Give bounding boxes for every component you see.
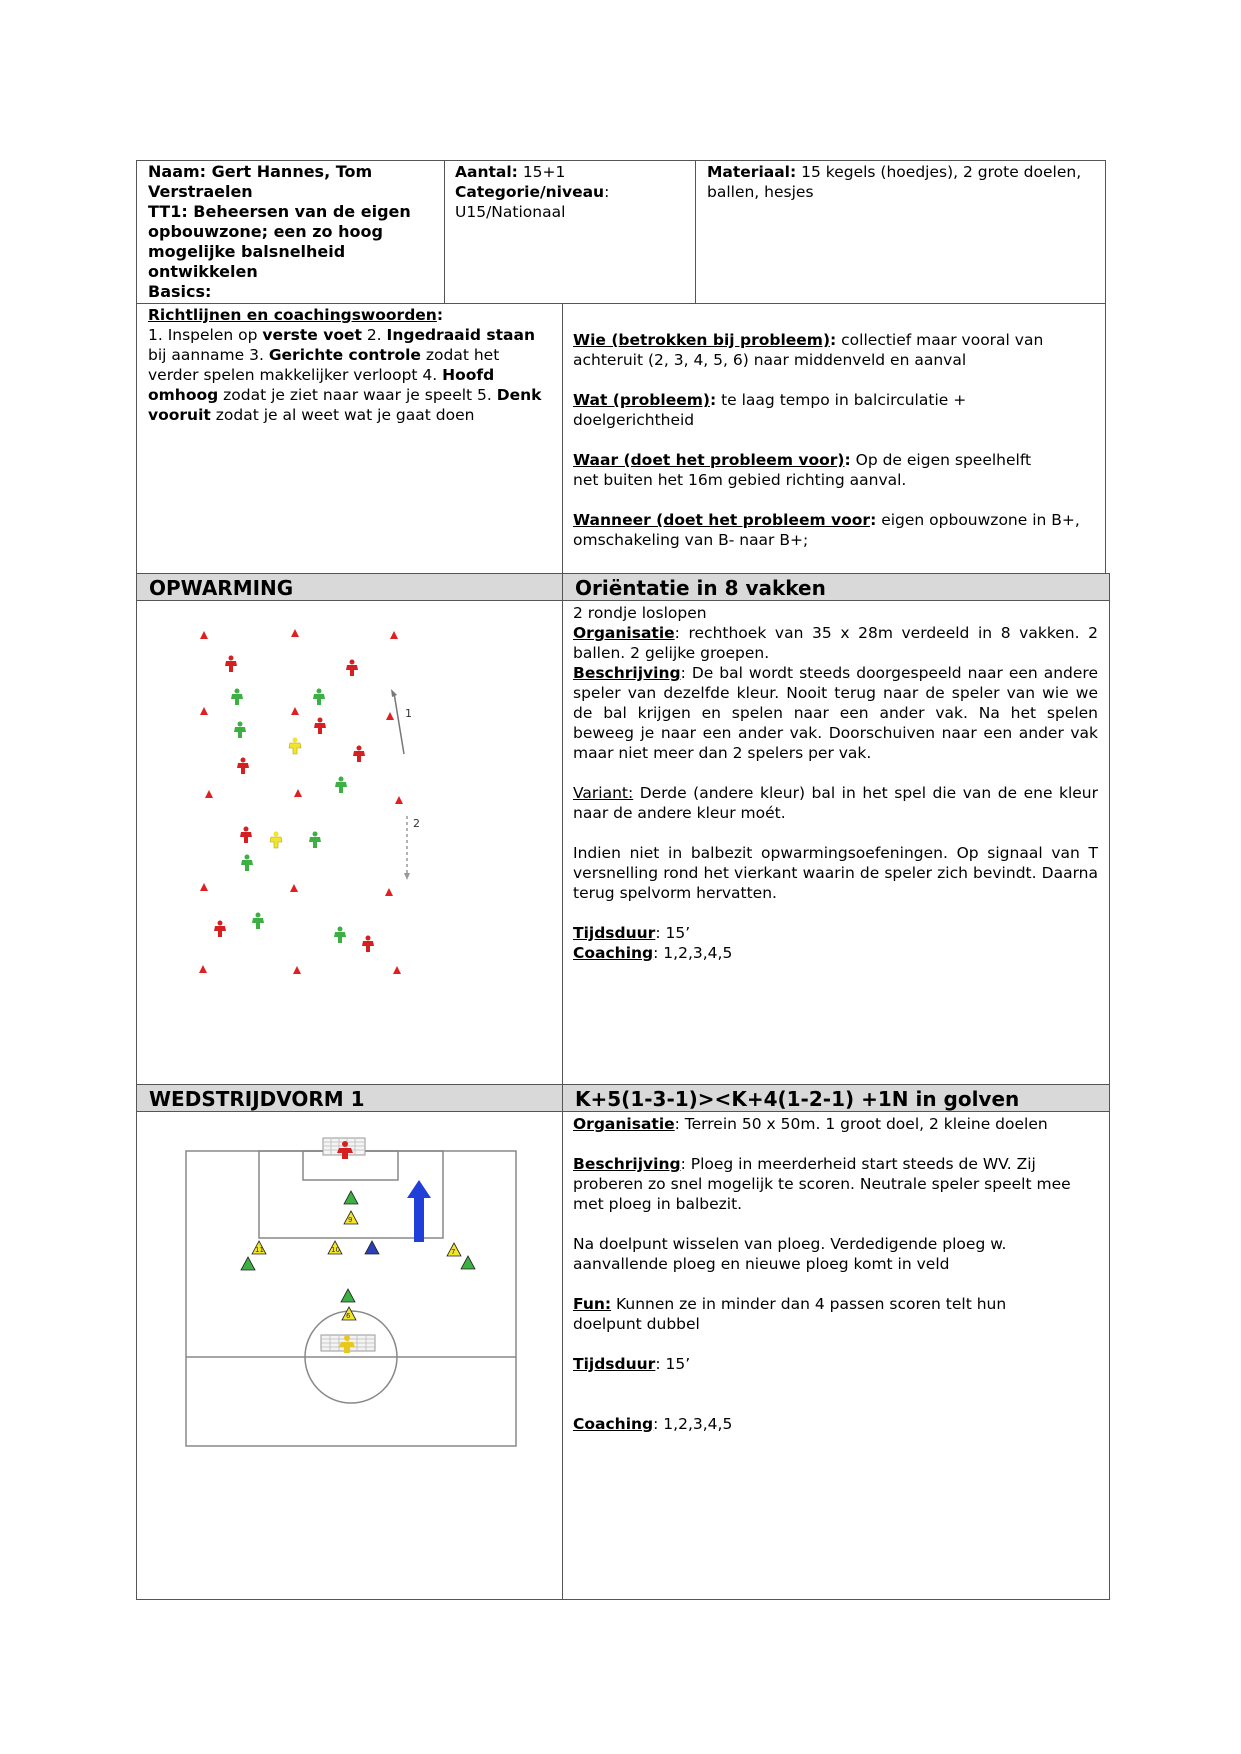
opw-coach-text: : 1,2,3,4,5 <box>653 944 733 962</box>
wat-text-1: te laag tempo in balcirculatie + <box>716 391 967 409</box>
richtlijnen-title: Richtlijnen en coachingswoorden <box>148 306 437 324</box>
richtlijn-part: 2. <box>361 326 387 344</box>
naam-label: Naam: <box>148 162 207 181</box>
wv-coach-text: : 1,2,3,4,5 <box>653 1415 733 1433</box>
player-green <box>461 1256 475 1269</box>
wedstrijdvorm-title: K+5(1-3-1)><K+4(1-2-1) +1N in golven <box>575 1087 1020 1111</box>
wanneer-colon: : <box>870 511 877 529</box>
opwarming-section-label: OPWARMING <box>149 576 294 600</box>
wv-coach-label: Coaching <box>573 1415 654 1433</box>
opw-beschr-text: : De bal wordt steeds doorgespeeld naar een andere speler van dezelfde kleur. Nooit terug naar de speler van wie we de bal krijgen en spelen naar een ander vak. Na het spelen beweeg je naar een ander vak. Doorschuiven naar een ander vak maar niet meer dan 2 spelers per vak. <box>573 664 1098 762</box>
opw-beschr-label: Beschrijving <box>573 664 681 682</box>
wedstrijdvorm-header <box>136 1084 563 1112</box>
wat-colon: : <box>709 391 717 409</box>
player-number: 9 <box>348 1216 353 1224</box>
cone <box>393 966 401 974</box>
richtlijnen-text <box>148 325 553 425</box>
wv-beschr-text: : Ploeg in meerderheid start steeds de WV. Zij proberen zo snel mogelijk te scoren. Neutrale speler speelt mee met ploeg in balbezit. <box>573 1155 1071 1213</box>
opw-org-label: Organisatie <box>573 624 675 642</box>
wv-fun-text-2: doelpunt dubbel <box>573 1315 700 1333</box>
player-number: 11 <box>255 1246 264 1254</box>
opw-tijd-text: : 15’ <box>655 924 691 942</box>
cone <box>395 796 403 804</box>
wedstrijdvorm-text <box>573 1114 1098 1434</box>
opw-indien-text: Indien niet in balbezit opwarmingsoefeningen. Op signaal van T versnelling rond het vierkant waarin de speler zich bevindt. Daarna terug spelvorm hervatten. <box>573 844 1098 902</box>
attack-arrow-shaft <box>414 1196 424 1242</box>
richtlijn-part: zodat het verder spelen makkelijker verloopt 4. <box>148 346 500 384</box>
naam-value: Gert Hannes, Tom Verstraelen <box>148 162 373 201</box>
cone <box>294 789 302 797</box>
wv-beschr-label: Beschrijving <box>573 1155 681 1173</box>
cone <box>200 631 208 639</box>
waar-label: Waar (doet het probleem voor) <box>573 451 845 469</box>
player-red <box>353 746 365 763</box>
categorie-colon: : <box>604 183 610 201</box>
richtlijn-part: Hoofd omhoog <box>148 366 495 404</box>
aantal-value: 15+1 <box>522 163 566 181</box>
richtlijn-part: verste voet <box>262 326 362 344</box>
player-red <box>225 656 237 673</box>
opw-variant-text: Derde (andere kleur) bal in het spel die van de ene kleur naar de andere kleur moét. <box>573 784 1098 822</box>
player-green <box>335 777 347 794</box>
player-number: 10 <box>331 1246 340 1254</box>
wat-text-2: doelgerichtheid <box>573 411 695 429</box>
cone <box>386 712 394 720</box>
opw-org-text: : rechthoek van 35 x 28m verdeeld in 8 vakken. 2 ballen. 2 gelijke groepen. <box>573 624 1098 662</box>
wie-text: collectief maar vooral van achteruit (2, 3, 4, 5, 6) naar middenveld en aanval <box>573 331 1044 369</box>
player-green <box>313 689 325 706</box>
materiaal-block <box>707 162 1097 202</box>
waar-text-1: Op de eigen speelhelft <box>850 451 1032 469</box>
cone <box>293 966 301 974</box>
wv-tijd-label: Tijdsduur <box>573 1355 656 1373</box>
cone <box>385 888 393 896</box>
player-red <box>314 718 326 735</box>
categorie-value: U15/Nationaal <box>455 203 566 221</box>
opwarming-title: Oriëntatie in 8 vakken <box>575 576 826 600</box>
opw-tijd-label: Tijdsduur <box>573 924 656 942</box>
player-blue-neutral <box>365 1241 379 1254</box>
opwarming-text <box>573 603 1098 963</box>
player-green <box>234 722 246 739</box>
probleem-block <box>573 330 1093 550</box>
player-red <box>240 827 252 844</box>
richtlijnen-colon: : <box>436 306 444 324</box>
richtlijn-part: Denk vooruit <box>148 386 542 424</box>
cone <box>390 631 398 639</box>
player-green <box>344 1191 358 1204</box>
wie-colon: : <box>830 331 837 349</box>
wanneer-text: eigen opbouwzone in B+, omschakeling van B- naar B+; <box>573 511 1080 549</box>
wanneer-label: Wanneer (doet het probleem voor <box>573 511 871 529</box>
wedstrijdvorm-section-label: WEDSTRIJDVORM 1 <box>149 1087 365 1111</box>
richtlijn-part: bij aanname 3. <box>148 346 269 364</box>
opwarming-title-header <box>562 573 1110 601</box>
player-green <box>241 1257 255 1270</box>
aantal-block <box>455 162 690 222</box>
player-red <box>362 936 374 953</box>
materiaal-value: 15 kegels (hoedjes), 2 grote doelen, ballen, hesjes <box>707 163 1082 201</box>
player-number: 6 <box>346 1312 351 1320</box>
waar-colon: : <box>844 451 851 469</box>
player-number: 7 <box>451 1248 456 1256</box>
richtlijn-part: 1. Inspelen op <box>148 326 263 344</box>
waar-text-2: net buiten het 16m gebied richting aanval. <box>573 471 907 489</box>
opwarming-header <box>136 573 563 601</box>
wv-fun-label: Fun: <box>573 1295 612 1313</box>
player-green <box>334 927 346 944</box>
player-green <box>309 832 321 849</box>
wat-label: Wat (probleem) <box>573 391 710 409</box>
wv-tijd-text: : 15’ <box>655 1355 691 1373</box>
richtlijn-part: zodat je ziet naar waar je speelt 5. <box>218 386 497 404</box>
categorie-label: Categorie/niveau <box>455 183 605 201</box>
cone <box>200 883 208 891</box>
player-green <box>252 913 264 930</box>
materiaal-label: Materiaal: <box>707 163 797 181</box>
cone <box>205 790 213 798</box>
richtlijn-part: Gerichte controle <box>268 346 421 364</box>
basics-label: Basics: <box>148 282 212 301</box>
player-green <box>241 855 253 872</box>
player-yellow <box>270 832 282 849</box>
cone <box>291 629 299 637</box>
cone <box>200 707 208 715</box>
wv-na-text: Na doelpunt wisselen van ploeg. Verdedigende ploeg w. aanvallende ploeg en nieuwe ploeg komt in veld <box>573 1235 1007 1273</box>
richtlijnen-block <box>148 305 553 425</box>
cone <box>291 707 299 715</box>
aantal-label: Aantal: <box>455 163 518 181</box>
pass-label-1: 1 <box>405 707 412 720</box>
player-red <box>214 921 226 938</box>
wedstrijdvorm-title-header <box>562 1084 1110 1112</box>
wv-org-label: Organisatie <box>573 1115 675 1133</box>
opwarming-intro: 2 rondje loslopen <box>573 604 707 622</box>
cone <box>199 965 207 973</box>
player-red <box>237 758 249 775</box>
attack-arrow-head <box>407 1180 431 1198</box>
player-green <box>231 689 243 706</box>
tt1-title: TT1: Beheersen van de eigen opbouwzone; een zo hoog mogelijke balsnelheid ontwikkelen <box>148 202 411 281</box>
opw-coach-label: Coaching <box>573 944 654 962</box>
player-yellow <box>289 738 301 755</box>
cone <box>290 884 298 892</box>
wie-label: Wie (betrokken bij probleem) <box>573 331 831 349</box>
player-green <box>341 1289 355 1302</box>
player-red <box>346 660 358 677</box>
richtlijn-part: zodat je al weet wat je gaat doen <box>210 406 475 424</box>
wv-org-text: : Terrein 50 x 50m. 1 groot doel, 2 kleine doelen <box>674 1115 1048 1133</box>
wv-fun-text-1: Kunnen ze in minder dan 4 passen scoren telt hun <box>611 1295 1007 1313</box>
opwarming-diagram <box>137 601 562 1084</box>
naam-block <box>148 162 438 302</box>
richtlijn-part: Ingedraaid staan <box>386 326 536 344</box>
wedstrijdvorm-diagram <box>185 1134 517 1448</box>
opw-variant-label: Variant: <box>573 784 634 802</box>
pass-label-2: 2 <box>413 817 420 830</box>
